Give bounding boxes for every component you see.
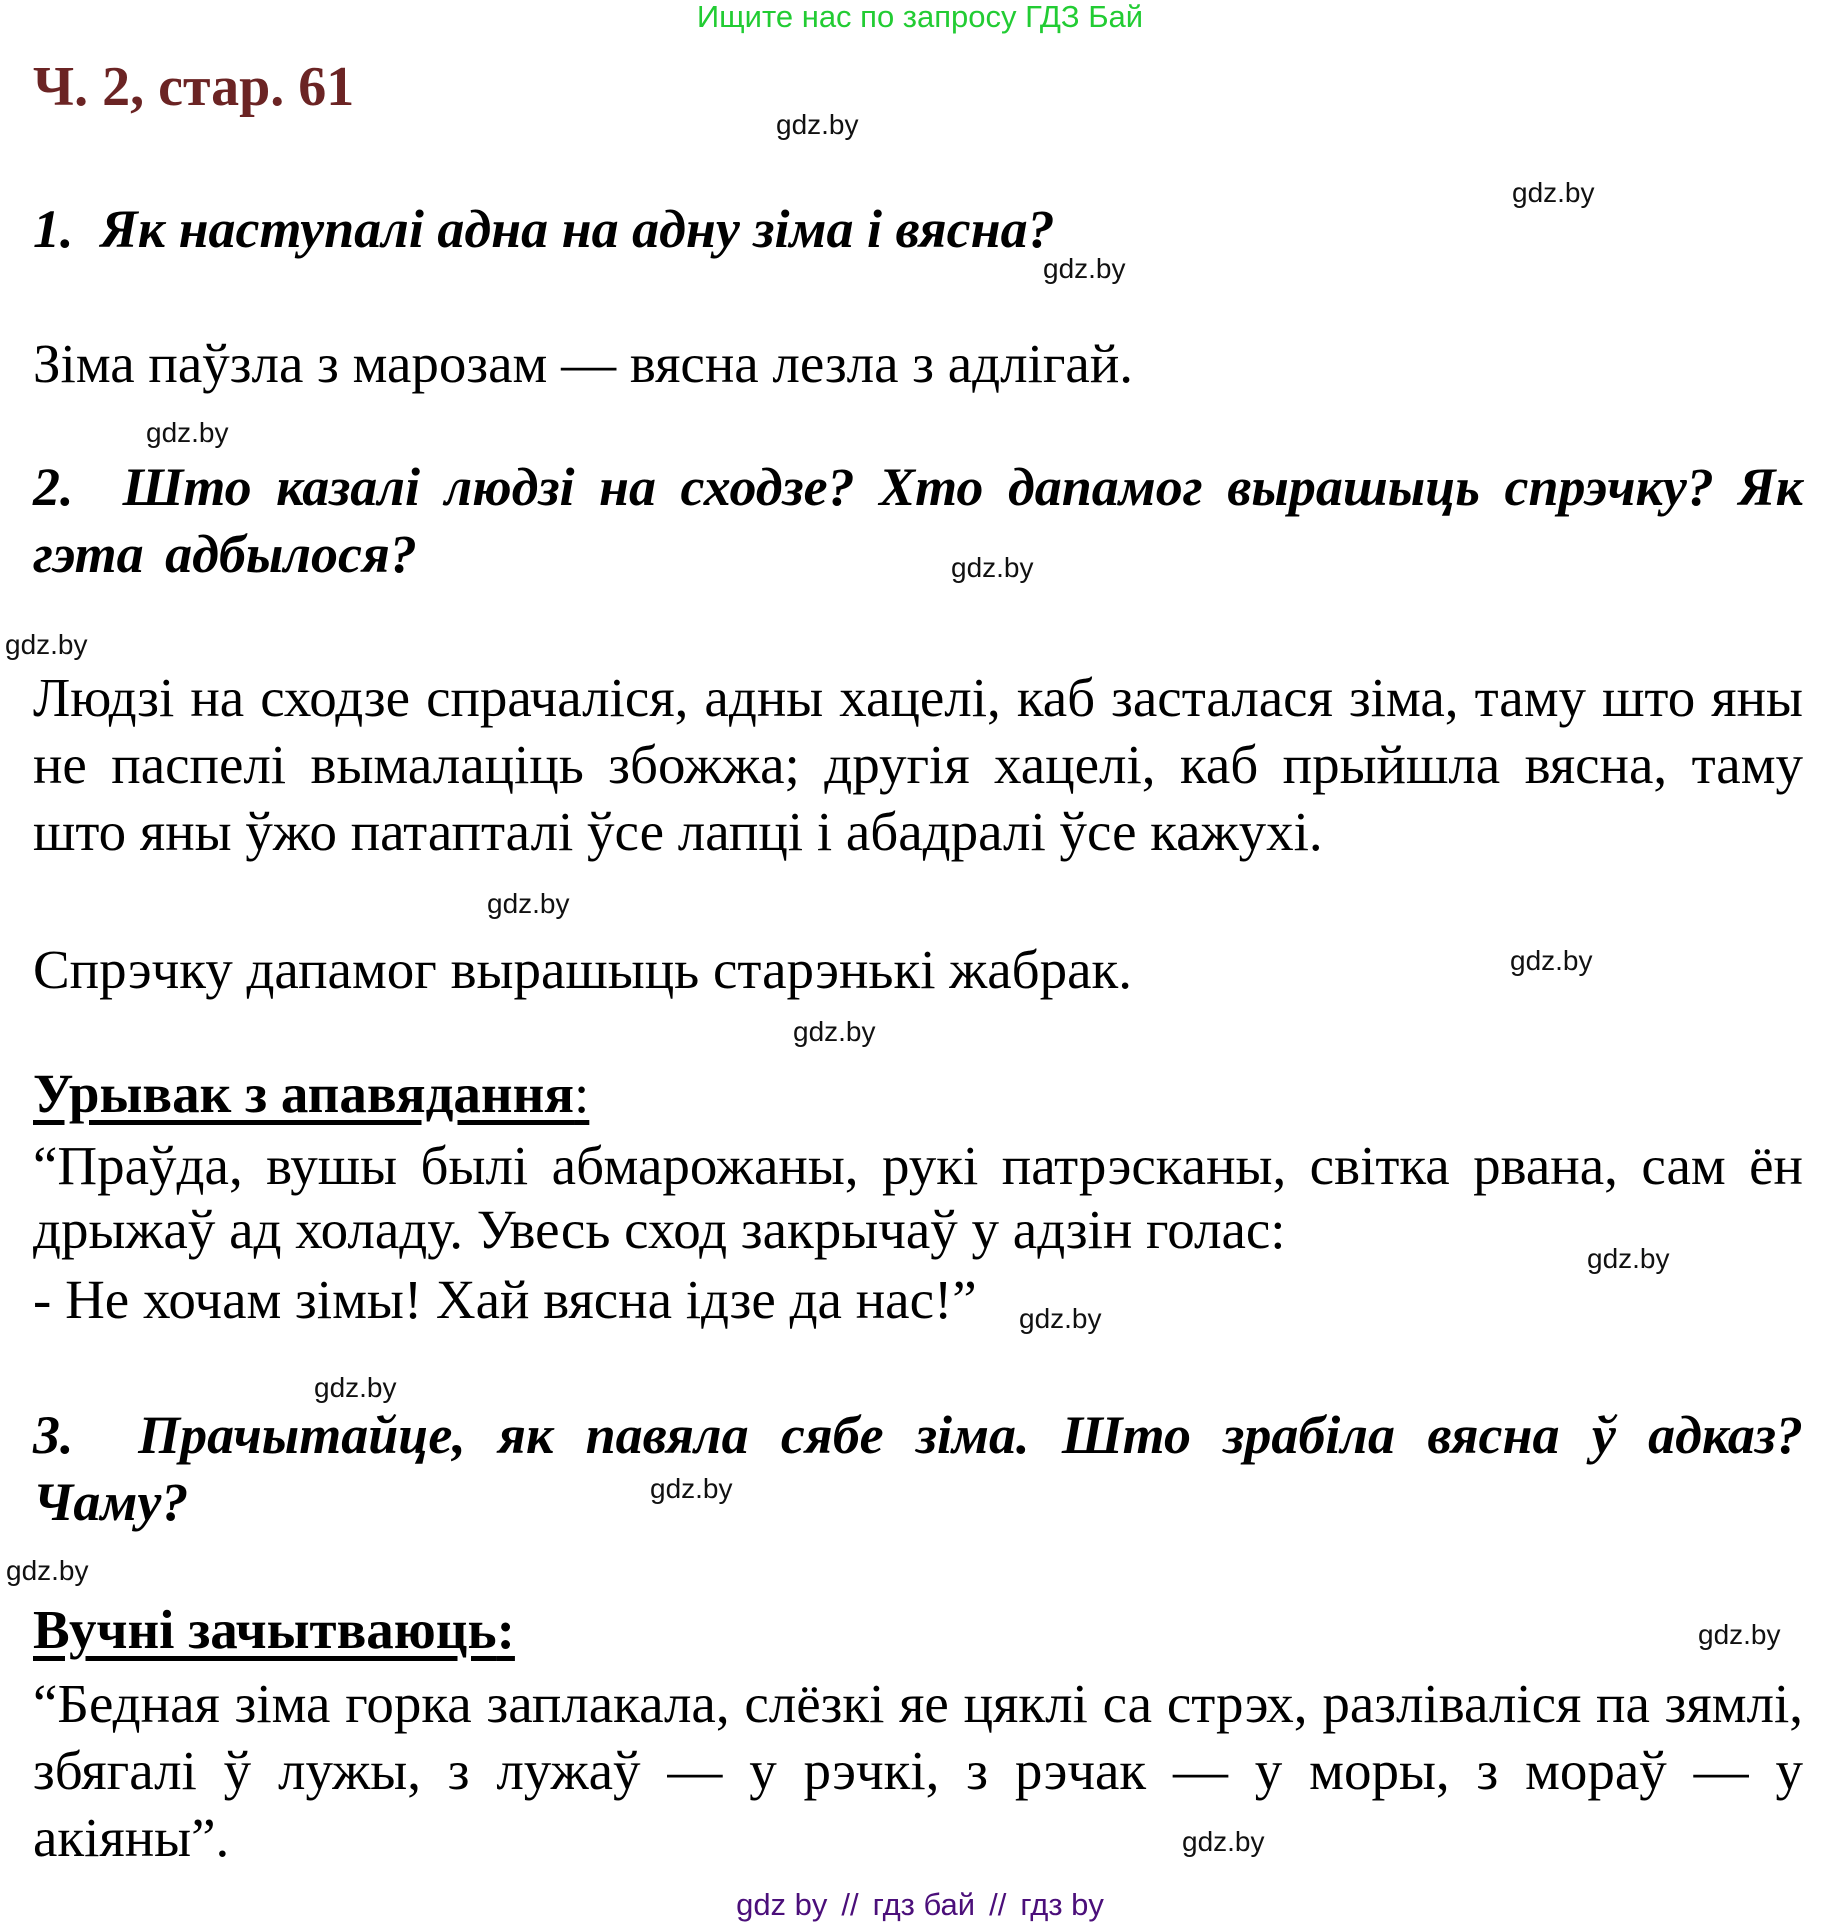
excerpt-text-2: - Не хочам зімы! Хай вясна ідзе да нас!” (33, 1269, 977, 1330)
answer-2-paragraph-2: Спрэчку дапамог вырашыць старэнькі жабрак. (33, 939, 1133, 1000)
reading-heading-colon: : (496, 1599, 515, 1660)
watermark: gdz.by (1043, 253, 1126, 284)
watermark: gdz.by (1510, 945, 1593, 976)
reading-heading (33, 1598, 515, 1662)
question-text: Як наступалі адна на адну зіма і вясна? (100, 199, 1055, 259)
excerpt-heading-label: Урывак з апавядання (33, 1063, 575, 1124)
footer-link-gdz-by-cyr[interactable]: гдз by (1020, 1887, 1104, 1922)
footer-separator: // (841, 1887, 859, 1922)
watermark: gdz.by (793, 1016, 876, 1047)
page-title: Ч. 2, стар. 61 (33, 56, 355, 118)
reading-text: “Бедная зіма горка заплакала, слёзкі яе цяклі са стрэх, разліваліся па зямлі, збягалі ў лужы, з лужаў — у рэчкі, з рэчак — у моры, з мораў — у акіяны”. (33, 1673, 1803, 1868)
footer-separator: // (989, 1887, 1007, 1922)
watermark: gdz.by (776, 109, 859, 140)
question-text: Што казалі людзі на сходзе? Хто дапамог вырашыць спрэчку? Як гэта адбылося? (33, 457, 1803, 584)
watermark: gdz.by (951, 552, 1034, 583)
footer-link-gdz-bai[interactable]: гдз бай (872, 1887, 976, 1922)
question-number: 3. (33, 1405, 74, 1465)
question-1 (33, 196, 1803, 263)
excerpt-heading-colon: : (574, 1063, 590, 1124)
watermark: gdz.by (1512, 177, 1595, 208)
reading-heading-label: Вучні зачытваюць (33, 1599, 497, 1660)
answer-2-paragraph-1: Людзі на сходзе спрачаліся, адны хацелі, каб засталася зіма, таму што яны не паспелі вымалаціць збожжа; другія хацелі, каб прыйшла вясна, таму што яны ўжо патапталі ўсе лапці і абадралі ўсе кажухі. (33, 667, 1803, 862)
watermark: gdz.by (1182, 1826, 1265, 1857)
promo-banner[interactable]: Ищите нас по запросу ГДЗ Бай (696, 0, 1144, 34)
question-text: Прачытайце, як павяла сябе зіма. Што зрабіла вясна ў адказ? Чаму? (33, 1405, 1803, 1532)
excerpt-text-1: “Праўда, вушы былі абмарожаны, рукі патрэсканы, світка рвана, сам ён дрыжаў ад холаду. Увесь сход закрычаў у адзін голас: (33, 1135, 1803, 1260)
question-2 (33, 454, 1803, 588)
watermark: gdz.by (1698, 1619, 1781, 1650)
question-3 (33, 1402, 1803, 1536)
answer-1: Зіма паўзла з марозам — вясна лезла з адлігай. (33, 333, 1134, 394)
watermark: gdz.by (487, 888, 570, 919)
footer-links (0, 1888, 1840, 1922)
footer-link-gdz-by[interactable]: gdz by (736, 1887, 828, 1922)
question-number: 1. (33, 199, 74, 259)
watermark: gdz.by (650, 1473, 733, 1504)
watermark: gdz.by (1019, 1303, 1102, 1334)
watermark: gdz.by (1587, 1243, 1670, 1274)
excerpt-heading (33, 1062, 589, 1126)
question-number: 2. (33, 457, 74, 517)
watermark: gdz.by (314, 1372, 397, 1403)
watermark: gdz.by (5, 629, 88, 660)
watermark: gdz.by (6, 1555, 89, 1586)
watermark: gdz.by (146, 417, 229, 448)
